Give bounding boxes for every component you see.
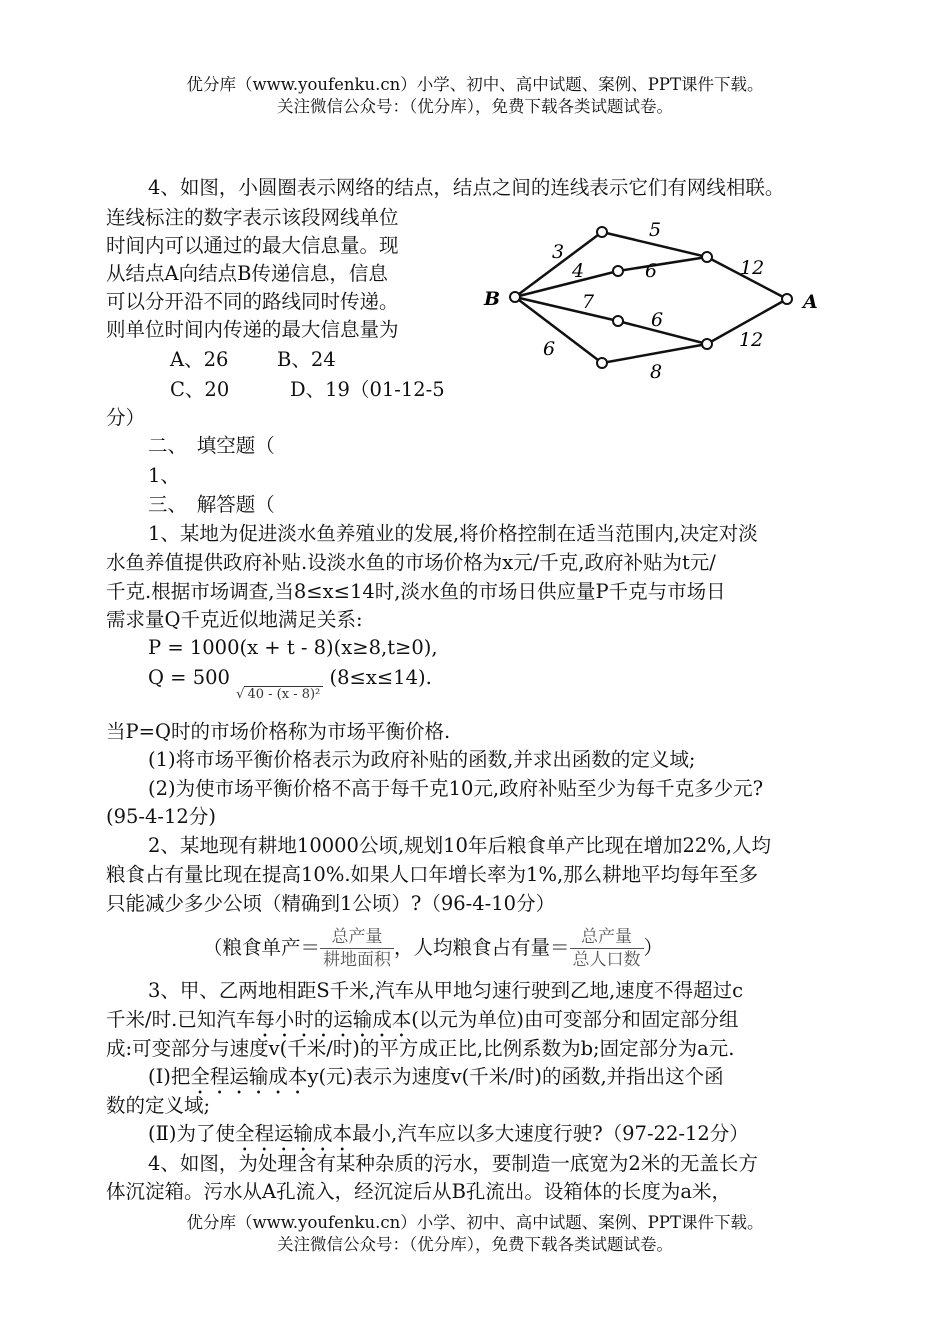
q4-line-1: 4、如图，小圆圈表示网络的结点，结点之间的连线表示它们有网线相联。 (148, 176, 785, 199)
fraction-unit-yield (320, 926, 394, 971)
p3-line-3: 成:可变部分与速度v(千米/时)的平方成正比,比例系数为b;固定部分为a元. (106, 1037, 735, 1060)
node-right-upper (702, 252, 712, 262)
solve-section-heading: 三、 解答题（ (148, 493, 275, 516)
edge-label: 7 (582, 291, 595, 313)
header-line-2: 关注微信公众号：（优分库），免费下载各类试题试卷。 (277, 97, 673, 116)
q4-option-a: A、26 (170, 348, 229, 371)
node-a (782, 294, 792, 304)
node-bottom (597, 358, 607, 368)
p4-line-1: 4、如图，为处理含有某种杂质的污水，要制造一底宽为2米的无盖长方 (148, 1152, 758, 1175)
p2-formula (203, 924, 663, 972)
fill-item-1: 1、 (148, 464, 180, 487)
sqrt-radicand: 40 - (x - 8)² (244, 686, 323, 702)
edge-label: 12 (739, 329, 764, 351)
p3-line-4-a: (Ⅰ)把 (148, 1065, 191, 1088)
label-node-a: A (803, 291, 818, 313)
edge-label: 5 (649, 219, 662, 241)
p2-line-1: 2、某地现有耕地10000公顷,规划10年后粮食单产比现在增加22%,人均 (148, 834, 771, 857)
p1-equation-p: P = 1000(x + t - 8)(x≥8,t≥0), (148, 636, 438, 659)
formula-close: ） (643, 936, 664, 959)
p1-line-4: 需求量Q千克近似地满足关系: (106, 608, 363, 631)
p3-line-2-emphasis: 每小时的运输成本 (255, 1008, 412, 1031)
p1-line-7: (2)为使市场平衡价格不高于每千克10元,政府补贴至少为每千克多少元? (148, 777, 764, 800)
edge-label: 4 (572, 260, 585, 282)
p4-line-2: 体沉淀箱。污水从A孔流入，经沉淀后从B孔流出。设箱体的长度为a米， (106, 1180, 732, 1203)
edge-mid-upper-right (618, 257, 707, 271)
network-graph (478, 208, 828, 388)
formula-mid: ，人均粮食占有量＝ (394, 936, 570, 959)
eq-q-suffix: (8≤x≤14). (329, 666, 432, 689)
footer-line-2: 关注微信公众号：（优分库），免费下载各类试题试卷。 (277, 1235, 673, 1254)
p1-line-8: (95-4-12分) (106, 805, 216, 828)
fraction-denominator: 总人口数 (572, 950, 641, 970)
p1-line-1: 1、某地为促进淡水鱼养殖业的发展,将价格控制在适当范围内,决定对淡 (148, 522, 758, 545)
formula-open: （粮食单产＝ (203, 936, 321, 959)
q4-option-c: C、20 (170, 378, 230, 401)
p3-line-6-c: 最小,汽车应以多大速度行驶?（97-22-12分） (352, 1122, 749, 1145)
p3-line-4 (148, 1063, 724, 1099)
p1-equation-q (148, 664, 432, 709)
edge-label: 6 (543, 338, 556, 360)
edge-label: 3 (552, 241, 565, 263)
edge-label: 12 (740, 257, 765, 279)
q4-line-3: 时间内可以通过的最大信息量。现 (106, 234, 399, 257)
p3-line-4-emphasis: 全程运输成本 (190, 1065, 308, 1088)
p3-line-6-emphasis: 全程运输成本 (234, 1122, 352, 1145)
node-mid-lower (613, 316, 623, 326)
p3-line-4-c: y(元)表示为速度v(千米/时)的函数,并指出这个函 (307, 1065, 724, 1088)
q4-line-5: 可以分开沿不同的路线同时传递。 (106, 290, 399, 313)
edge-label: 6 (645, 260, 658, 282)
edge-label: 6 (651, 309, 664, 331)
p3-line-1: 3、甲、乙两地相距S千米,汽车从甲地匀速行驶到乙地,速度不得超过c (148, 979, 744, 1002)
q4-option-b: B、24 (277, 348, 336, 371)
q4-line-2: 连线标注的数字表示该段网线单位 (106, 206, 399, 229)
node-mid-upper (613, 266, 623, 276)
footer-line-1: 优分库（www.youfenku.cn）小学、初中、高中试题、案例、PPT课件下载。 (186, 1213, 764, 1232)
fraction-denominator: 耕地面积 (323, 950, 392, 970)
q4-option-d: D、19（01-12-5 (290, 378, 445, 401)
sqrt-expression: √ 40 - (x - 8)² (236, 681, 323, 709)
p3-line-2-a: 千米/时.已知汽车 (106, 1008, 256, 1031)
label-node-b: B (484, 288, 501, 310)
p3-line-5: 数的定义域; (106, 1094, 211, 1117)
p1-line-6: (1)将市场平衡价格表示为政府补贴的函数,并求出函数的定义域; (148, 748, 696, 771)
p3-line-6-a: (Ⅱ)为了使 (148, 1122, 235, 1145)
node-b (510, 292, 520, 302)
node-right-lower (702, 339, 712, 349)
fill-section-heading: 二、 填空题（ (148, 434, 275, 457)
p1-line-3: 千克.根据市场调查,当8≤x≤14时,淡水鱼的市场日供应量P千克与市场日 (106, 580, 726, 603)
p2-line-2: 粮食占有量比现在提高10%.如果人口年增长率为1%,那么耕地平均每年至多 (106, 863, 759, 886)
edge-label: 8 (650, 361, 663, 383)
fraction-numerator: 总产量 (320, 926, 394, 949)
p1-line-5: 当P=Q时的市场价格称为市场平衡价格. (106, 720, 451, 743)
header-line-1: 优分库（www.youfenku.cn）小学、初中、高中试题、案例、PPT课件下载。 (186, 75, 764, 94)
node-top (597, 227, 607, 237)
fraction-numerator: 总产量 (570, 926, 644, 949)
p3-line-2-c: (以元为单位)由可变部分和固定部分组 (411, 1008, 739, 1031)
q4-line-6: 则单位时间内传递的最大信息量为 (106, 318, 399, 341)
p2-line-3: 只能减少多少公顷（精确到1公顷）?（96-4-10分） (106, 892, 556, 915)
p1-line-2: 水鱼养值提供政府补贴.设淡水鱼的市场价格为x元/千克,政府补贴为t元/ (106, 551, 716, 574)
fraction-per-capita (570, 926, 644, 971)
q4-line-4: 从结点A向结点B传递信息，信息 (106, 262, 388, 285)
eq-q-prefix: Q = 500 (148, 666, 230, 689)
q4-tail: 分） (106, 406, 146, 429)
